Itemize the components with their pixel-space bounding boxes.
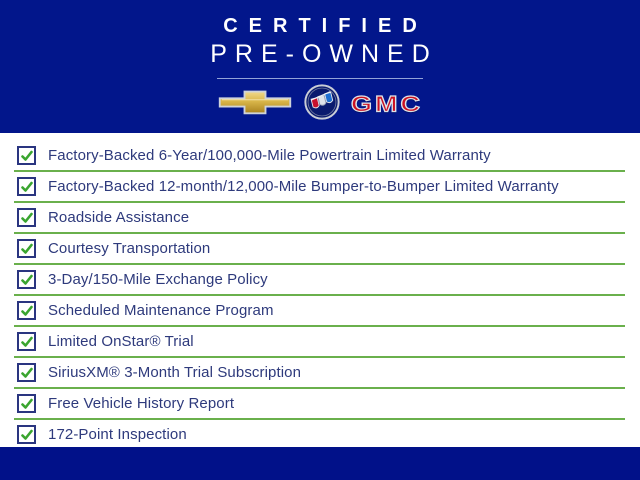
benefit-row: [14, 389, 625, 420]
header-title-certified: CERTIFIED: [223, 15, 428, 37]
cpo-header: [0, 0, 640, 133]
checked-checkbox-icon[interactable]: [17, 146, 36, 165]
benefit-row: [14, 234, 625, 265]
checked-checkbox-icon[interactable]: [17, 301, 36, 320]
checked-checkbox-icon[interactable]: [17, 363, 36, 382]
benefit-label: 172-Point Inspection: [48, 426, 187, 443]
checked-checkbox-icon[interactable]: [17, 425, 36, 444]
checked-checkbox-icon[interactable]: [17, 270, 36, 289]
benefit-label: SiriusXM® 3-Month Trial Subscription: [48, 364, 302, 381]
benefit-label: Factory-Backed 12-month/12,000-Mile Bumper-to-Bumper Limited Warranty: [48, 178, 559, 195]
buick-logo-icon: [304, 84, 340, 125]
header-divider: [217, 78, 423, 79]
benefit-label: Limited OnStar® Trial: [48, 333, 194, 350]
footer-bar: [0, 447, 640, 480]
benefit-label: Factory-Backed 6-Year/100,000-Mile Powertrain Limited Warranty: [48, 147, 491, 164]
benefit-row: [14, 265, 625, 296]
checked-checkbox-icon[interactable]: [17, 177, 36, 196]
benefit-label: Free Vehicle History Report: [48, 395, 235, 412]
checked-checkbox-icon[interactable]: [17, 208, 36, 227]
benefit-label: Roadside Assistance: [48, 209, 190, 226]
benefit-label: 3-Day/150-Mile Exchange Policy: [48, 271, 268, 288]
brand-logo-row: [217, 87, 423, 123]
benefit-row: [14, 203, 625, 234]
checked-checkbox-icon[interactable]: [17, 332, 36, 351]
benefits-list: [0, 133, 640, 447]
benefit-row: [14, 141, 625, 172]
benefit-row: [14, 327, 625, 358]
checked-checkbox-icon[interactable]: [17, 239, 36, 258]
checked-checkbox-icon[interactable]: [17, 394, 36, 413]
gmc-logo-icon: GMC: [351, 91, 423, 117]
chevrolet-logo-icon: [217, 87, 293, 122]
benefit-row: [14, 172, 625, 203]
benefit-row: [14, 358, 625, 389]
benefit-label: Courtesy Transportation: [48, 240, 211, 257]
benefit-row: [14, 420, 625, 449]
benefit-row: [14, 296, 625, 327]
benefit-label: Scheduled Maintenance Program: [48, 302, 274, 319]
header-title-pre-owned: PRE-OWNED: [210, 40, 438, 68]
